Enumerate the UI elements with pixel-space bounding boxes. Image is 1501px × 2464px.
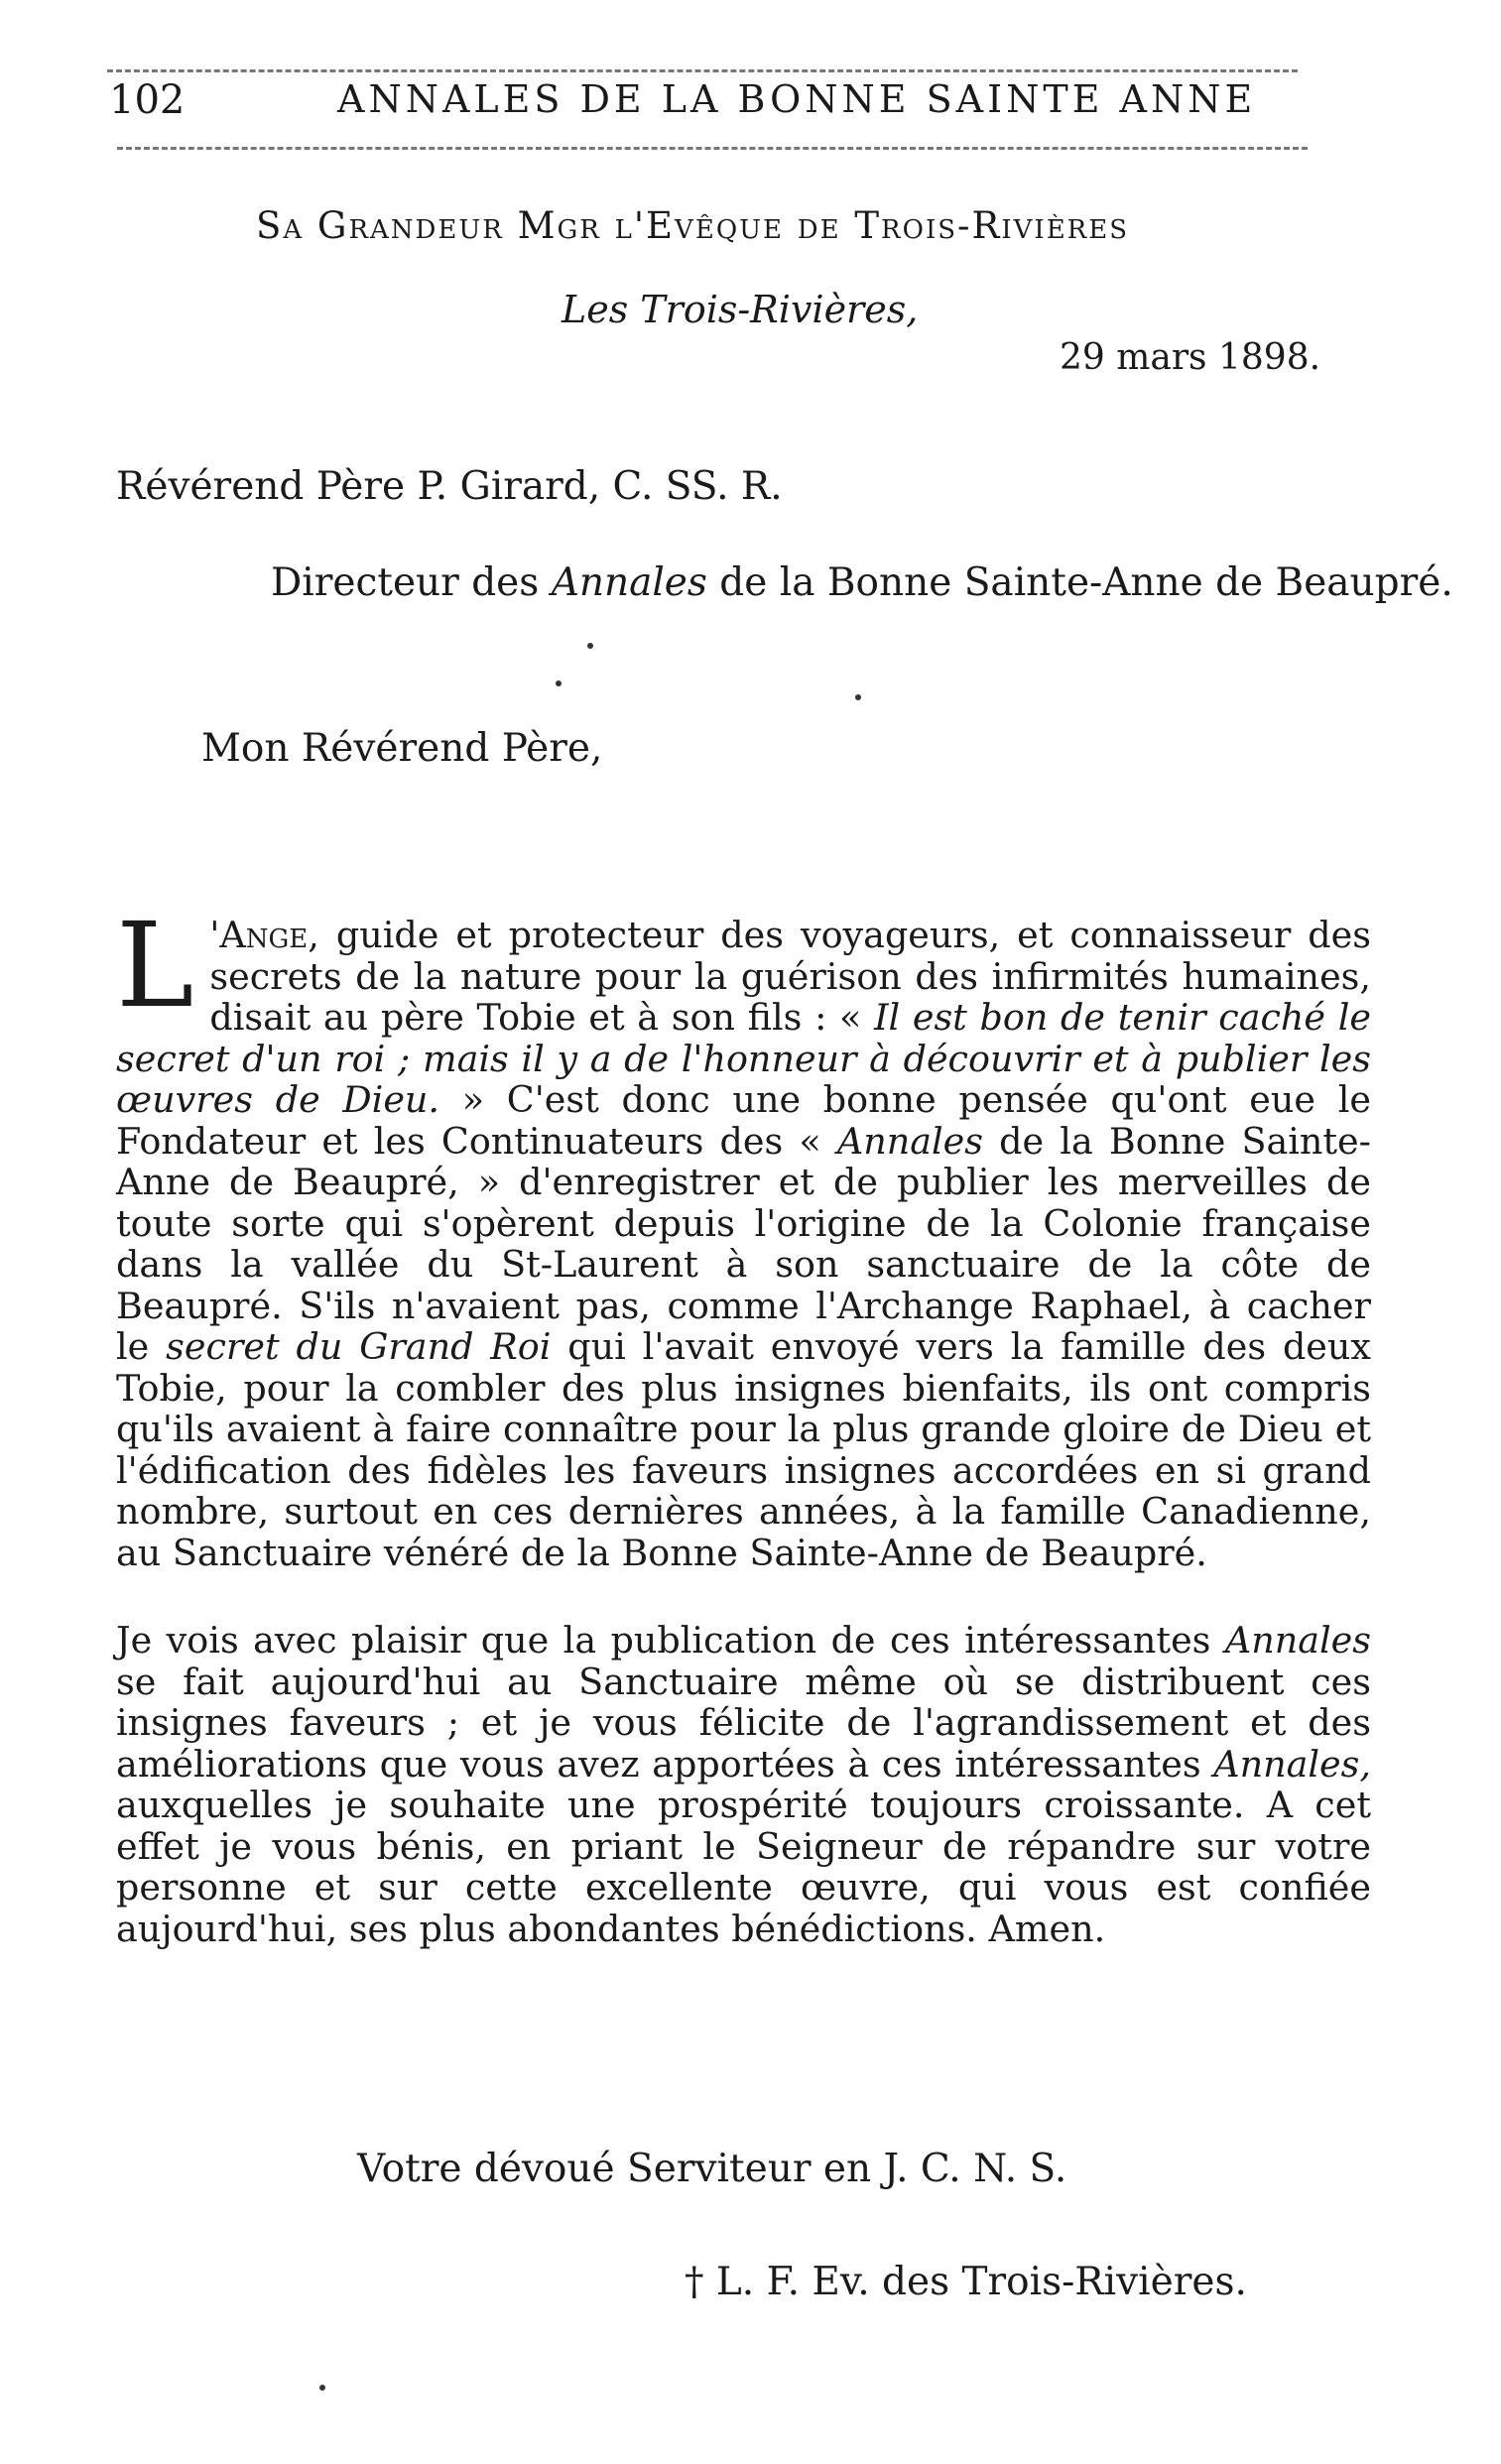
addressee-title xyxy=(271,560,1453,605)
para1-italic-b: Annales xyxy=(836,1119,984,1163)
letter-place: Les Trois-Rivières, xyxy=(562,288,919,331)
paragraph-2 xyxy=(116,1620,1371,1949)
para1-text-b: » C'est donc une bonne pensée qu'ont eue le Fondateur et les Continuateurs des « xyxy=(116,1078,1371,1163)
header-rule-top xyxy=(107,69,1298,72)
para2-italic-b: Annales, xyxy=(1213,1742,1371,1786)
print-speck xyxy=(319,2385,325,2391)
para1-text-a: guide et protecteur des voyageurs, et connaisseur des secrets de la nature pour la guérison des infirmités humaines, disait au père Tobie et à son fils : « xyxy=(209,914,1371,1039)
running-head: ANNALES DE LA BONNE SAINTE ANNE xyxy=(337,77,1257,121)
closing-line: Votre dévoué Serviteur en J. C. N. S. xyxy=(357,2147,1067,2191)
letter-date: 29 mars 1898. xyxy=(1060,337,1321,378)
salutation: Mon Révérend Père, xyxy=(201,726,603,771)
para1-text-d: qui l'avait envoyé vers la famille des deux Tobie, pour la combler des plus insignes bienfaits, ils ont compris qu'ils avaient à faire connaître pour la plus grande gloire de Dieu et l'édification des fidèles les faveurs insignes accordées en si grand nombre, surtout en ces dernières années, à la famille Canadienne, au Sanctuaire vénéré de la Bonne Sainte-Anne de Beaupré. xyxy=(116,1325,1371,1574)
recipient-line: Sa Grandeur Mgr l'Evêque de Trois-Rivières xyxy=(256,204,1130,247)
page-number: 102 xyxy=(109,77,186,123)
paragraph-1 xyxy=(116,897,1371,1574)
director-prefix: Directeur des xyxy=(271,560,552,605)
print-speck xyxy=(587,643,593,649)
print-speck xyxy=(855,694,861,700)
para1-smallcaps: 'Ange, xyxy=(209,914,319,956)
director-italic: Annales xyxy=(551,560,707,605)
para2-text-a: Je vois avec plaisir que la publication de ces intéressantes xyxy=(116,1619,1225,1662)
para1-italic-c: secret du Grand Roi xyxy=(166,1325,552,1368)
drop-cap: L xyxy=(116,897,194,1034)
director-suffix: de la Bonne Sainte-Anne de Beaupré. xyxy=(706,560,1453,605)
para2-text-c: auxquelles je souhaite une prospérité toujours croissante. A cet effet je vous bénis, en priant le Seigneur de répandre sur votre personne et sur cette excellente œuvre, qui vous est confiée aujourd'hui, ses plus abondantes bénédictions. Amen. xyxy=(116,1784,1371,1950)
para2-italic-a: Annales xyxy=(1224,1619,1371,1662)
para1-text-c: de la Bonne Sainte-Anne de Beaupré, » d'enregistrer et de publier les merveilles de toute sorte qui s'opèrent depuis l'origine de la Colonie française dans la vallée du St-Laurent à son sanctuaire de la côte de Beaupré. S'ils n'avaient pas, comme l'Archange Raphael, à cacher le xyxy=(116,1119,1371,1368)
signature: † L. F. Ev. des Trois-Rivières. xyxy=(685,2260,1247,2304)
para1-italic-a: Il est bon de tenir caché le secret d'un roi ; mais il y a de l'honneur à découvrir et à publier les œuvres de Dieu. xyxy=(116,996,1371,1121)
print-speck xyxy=(556,680,562,686)
addressee: Révérend Père P. Girard, C. SS. R. xyxy=(116,464,783,509)
para2-text-b: se fait aujourd'hui au Sanctuaire même où se distribuent ces insignes faveurs ; et je vous félicite de l'agrandissement et des améliorations que vous avez apportées à ces intéressantes xyxy=(116,1660,1371,1786)
header-rule-bottom xyxy=(117,147,1308,150)
